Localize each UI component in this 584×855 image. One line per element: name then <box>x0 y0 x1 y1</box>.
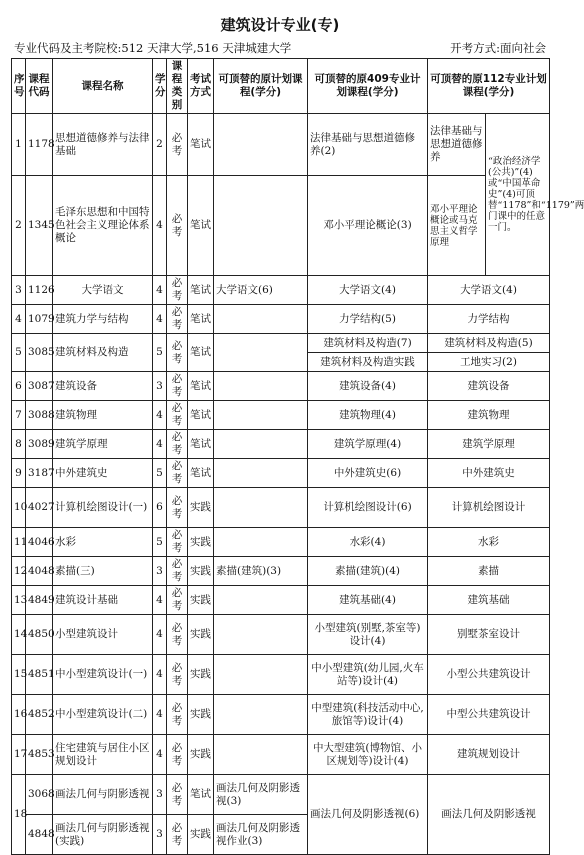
table-row <box>12 735 550 775</box>
cell-credit: 3 <box>153 557 167 586</box>
cell-code: 3088 <box>26 401 53 430</box>
cell-credit: 4 <box>153 305 167 334</box>
cell-exam: 笔试 <box>188 372 214 401</box>
cell-credit: 4 <box>153 615 167 655</box>
cell-type: 必考 <box>167 775 188 815</box>
table-row <box>12 459 550 488</box>
cell-name: 建筑力学与结构 <box>53 305 153 334</box>
cell-no: 13 <box>12 586 26 615</box>
header-orig: 可顶替的原计划课程(学分) <box>214 59 308 114</box>
cell-exam: 笔试 <box>188 401 214 430</box>
cell-name: 建筑设计基础 <box>53 586 153 615</box>
cell-no: 16 <box>12 695 26 735</box>
cell-409: 邓小平理论概论(3) <box>308 176 428 276</box>
cell-type: 必考 <box>167 615 188 655</box>
header-type: 课程类别 <box>167 59 188 114</box>
cell-type: 必考 <box>167 528 188 557</box>
cell-name: 中小型建筑设计(二) <box>53 695 153 735</box>
header-name: 课程名称 <box>53 59 153 114</box>
cell-credit: 3 <box>153 372 167 401</box>
cell-code: 4851 <box>26 655 53 695</box>
cell-112: 中外建筑史 <box>428 459 550 488</box>
cell-name: 素描(三) <box>53 557 153 586</box>
cell-exam: 笔试 <box>188 114 214 176</box>
cell-credit: 4 <box>153 655 167 695</box>
cell-code: 1345 <box>26 176 53 276</box>
cell-no: 5 <box>12 334 26 372</box>
cell-no: 6 <box>12 372 26 401</box>
cell-credit: 3 <box>153 815 167 855</box>
exam-mode-info: 开考方式:面向社会 <box>450 41 546 55</box>
cell-112: 中型公共建筑设计 <box>428 695 550 735</box>
cell-exam: 笔试 <box>188 459 214 488</box>
cell-code: 4850 <box>26 615 53 655</box>
cell-no: 12 <box>12 557 26 586</box>
cell-credit: 6 <box>153 488 167 528</box>
cell-orig <box>214 528 308 557</box>
cell-name: 建筑材料及构造 <box>53 334 153 372</box>
cell-no: 11 <box>12 528 26 557</box>
cell-409: 建筑物理(4) <box>308 401 428 430</box>
cell-409: 建筑学原理(4) <box>308 430 428 459</box>
cell-orig <box>214 334 308 372</box>
cell-type: 必考 <box>167 488 188 528</box>
cell-orig <box>214 305 308 334</box>
cell-credit: 4 <box>153 176 167 276</box>
table-row <box>12 372 550 401</box>
cell-409: 中小型建筑(幼儿园,火车站等)设计(4) <box>308 655 428 695</box>
cell-type: 必考 <box>167 401 188 430</box>
cell-409-a: 建筑材料及构造(7) <box>308 334 428 353</box>
cell-exam: 实践 <box>188 488 214 528</box>
course-table <box>11 58 584 855</box>
table-row <box>12 276 550 305</box>
cell-name: 思想道德修养与法律基础 <box>53 114 153 176</box>
cell-credit: 5 <box>153 528 167 557</box>
cell-code: 4853 <box>26 735 53 775</box>
cell-credit: 4 <box>153 430 167 459</box>
table-row <box>12 430 550 459</box>
cell-no: 4 <box>12 305 26 334</box>
cell-no: 17 <box>12 735 26 775</box>
cell-no: 9 <box>12 459 26 488</box>
cell-112-a: 建筑材料及构造(5) <box>428 334 550 353</box>
cell-type: 必考 <box>167 586 188 615</box>
cell-409: 水彩(4) <box>308 528 428 557</box>
cell-name: 毛泽东思想和中国特色社会主义理论体系概论 <box>53 176 153 276</box>
cell-credit: 3 <box>153 775 167 815</box>
cell-name: 中外建筑史 <box>53 459 153 488</box>
cell-code: 3068 <box>26 775 53 815</box>
table-row <box>12 488 550 528</box>
cell-no: 3 <box>12 276 26 305</box>
cell-112: 大学语文(4) <box>428 276 550 305</box>
cell-no: 15 <box>12 655 26 695</box>
cell-code: 4027 <box>26 488 53 528</box>
cell-code: 3187 <box>26 459 53 488</box>
cell-code: 4849 <box>26 586 53 615</box>
cell-name: 画法几何与阴影透视(实践) <box>53 815 153 855</box>
cell-112: 别墅茶室设计 <box>428 615 550 655</box>
cell-no: 10 <box>12 488 26 528</box>
header-row <box>12 59 550 114</box>
table-row <box>12 775 550 815</box>
cell-orig <box>214 735 308 775</box>
table-row <box>12 528 550 557</box>
cell-112: 力学结构 <box>428 305 550 334</box>
cell-type: 必考 <box>167 695 188 735</box>
cell-409: 小型建筑(别墅,茶室等)设计(4) <box>308 615 428 655</box>
cell-112-note: “政治经济学(公共)”(4)或“中国革命史”(4)可顶替“1178”和“1179”两门课中的任意一门。 <box>486 114 550 276</box>
cell-code: 1178 <box>26 114 53 176</box>
cell-orig <box>214 615 308 655</box>
cell-code: 3089 <box>26 430 53 459</box>
cell-name: 小型建筑设计 <box>53 615 153 655</box>
cell-112: 建筑规划设计 <box>428 735 550 775</box>
cell-type: 必考 <box>167 735 188 775</box>
cell-no: 1 <box>12 114 26 176</box>
cell-exam: 笔试 <box>188 276 214 305</box>
cell-code: 4848 <box>26 815 53 855</box>
cell-name: 建筑物理 <box>53 401 153 430</box>
major-code-info: 专业代码及主考院校:512 天津大学,516 天津城建大学 <box>14 41 292 55</box>
table-row <box>12 334 550 353</box>
cell-type: 必考 <box>167 114 188 176</box>
page-title: 建筑设计专业(专) <box>220 16 340 34</box>
header-112: 可顶替的原112专业计划课程(学分) <box>428 59 550 114</box>
cell-409: 力学结构(5) <box>308 305 428 334</box>
cell-code: 4852 <box>26 695 53 735</box>
cell-exam: 笔试 <box>188 430 214 459</box>
cell-credit: 5 <box>153 334 167 372</box>
meta-line <box>0 40 560 58</box>
cell-type: 必考 <box>167 430 188 459</box>
cell-409: 建筑基础(4) <box>308 586 428 615</box>
cell-409: 素描(建筑)(4) <box>308 557 428 586</box>
cell-112-a: 法律基础与思想道德修养 <box>428 114 486 176</box>
table-row <box>12 655 550 695</box>
cell-409: 法律基础与思想道德修养(2) <box>308 114 428 176</box>
cell-exam: 笔试 <box>188 305 214 334</box>
cell-exam: 实践 <box>188 557 214 586</box>
header-code: 课程代码 <box>26 59 53 114</box>
cell-name: 中小型建筑设计(一) <box>53 655 153 695</box>
cell-orig <box>214 430 308 459</box>
cell-409-b: 建筑材料及构造实践 <box>308 353 428 372</box>
cell-orig <box>214 114 308 176</box>
cell-exam: 笔试 <box>188 176 214 276</box>
cell-exam: 实践 <box>188 655 214 695</box>
table-row <box>12 114 550 176</box>
cell-orig <box>214 372 308 401</box>
cell-112: 建筑设备 <box>428 372 550 401</box>
cell-name: 计算机绘图设计(一) <box>53 488 153 528</box>
cell-orig <box>214 655 308 695</box>
header-no: 序号 <box>12 59 26 114</box>
cell-112: 素描 <box>428 557 550 586</box>
cell-no: 18 <box>12 775 26 855</box>
cell-name: 画法几何与阴影透视 <box>53 775 153 815</box>
cell-112: 建筑学原理 <box>428 430 550 459</box>
cell-code: 4048 <box>26 557 53 586</box>
cell-orig <box>214 459 308 488</box>
cell-orig <box>214 176 308 276</box>
cell-type: 必考 <box>167 557 188 586</box>
cell-112: 计算机绘图设计 <box>428 488 550 528</box>
cell-112: 画法几何及阴影透视 <box>428 775 550 855</box>
table-row <box>12 305 550 334</box>
cell-exam: 实践 <box>188 695 214 735</box>
cell-name: 建筑设备 <box>53 372 153 401</box>
cell-orig <box>214 586 308 615</box>
cell-credit: 4 <box>153 695 167 735</box>
cell-code: 3087 <box>26 372 53 401</box>
cell-code: 1126 <box>26 276 53 305</box>
cell-orig: 画法几何及阴影透视(3) <box>214 775 308 815</box>
cell-409: 中大型建筑(博物馆、小区规划等)设计(4) <box>308 735 428 775</box>
cell-exam: 实践 <box>188 615 214 655</box>
cell-exam: 笔试 <box>188 775 214 815</box>
cell-name: 大学语文 <box>53 276 153 305</box>
cell-credit: 2 <box>153 114 167 176</box>
cell-112: 建筑基础 <box>428 586 550 615</box>
cell-type: 必考 <box>167 372 188 401</box>
cell-orig <box>214 695 308 735</box>
cell-no: 8 <box>12 430 26 459</box>
header-credit: 学分 <box>153 59 167 114</box>
cell-exam: 笔试 <box>188 334 214 372</box>
cell-credit: 4 <box>153 401 167 430</box>
cell-orig: 画法几何及阴影透视作业(3) <box>214 815 308 855</box>
cell-no: 14 <box>12 615 26 655</box>
cell-exam: 实践 <box>188 586 214 615</box>
cell-409: 中外建筑史(6) <box>308 459 428 488</box>
cell-code: 4046 <box>26 528 53 557</box>
cell-name: 建筑学原理 <box>53 430 153 459</box>
cell-409: 建筑设备(4) <box>308 372 428 401</box>
cell-orig: 素描(建筑)(3) <box>214 557 308 586</box>
table-row <box>12 695 550 735</box>
cell-code: 3085 <box>26 334 53 372</box>
header-409: 可顶替的原409专业计划课程(学分) <box>308 59 428 114</box>
cell-code: 1079 <box>26 305 53 334</box>
cell-credit: 4 <box>153 586 167 615</box>
cell-orig <box>214 401 308 430</box>
cell-orig <box>214 488 308 528</box>
cell-no: 7 <box>12 401 26 430</box>
cell-no: 2 <box>12 176 26 276</box>
cell-credit: 4 <box>153 276 167 305</box>
cell-112: 水彩 <box>428 528 550 557</box>
cell-type: 必考 <box>167 276 188 305</box>
cell-409: 画法几何及阴影透视(6) <box>308 775 428 855</box>
cell-112: 小型公共建筑设计 <box>428 655 550 695</box>
cell-type: 必考 <box>167 815 188 855</box>
cell-type: 必考 <box>167 334 188 372</box>
cell-orig: 大学语文(6) <box>214 276 308 305</box>
table-row <box>12 615 550 655</box>
cell-409: 中型建筑(科技活动中心,旅馆等)设计(4) <box>308 695 428 735</box>
cell-credit: 4 <box>153 735 167 775</box>
cell-type: 必考 <box>167 176 188 276</box>
cell-type: 必考 <box>167 305 188 334</box>
cell-credit: 5 <box>153 459 167 488</box>
table-row <box>12 401 550 430</box>
table-row <box>12 586 550 615</box>
cell-112-a: 邓小平理论概论或马克思主义哲学原理 <box>428 176 486 276</box>
cell-exam: 实践 <box>188 735 214 775</box>
cell-type: 必考 <box>167 459 188 488</box>
cell-exam: 实践 <box>188 528 214 557</box>
cell-name: 水彩 <box>53 528 153 557</box>
header-exam: 考试方式 <box>188 59 214 114</box>
cell-409: 计算机绘图设计(6) <box>308 488 428 528</box>
cell-type: 必考 <box>167 655 188 695</box>
cell-409: 大学语文(4) <box>308 276 428 305</box>
table-row <box>12 176 550 276</box>
cell-name: 住宅建筑与居住小区规划设计 <box>53 735 153 775</box>
cell-112-b: 工地实习(2) <box>428 353 550 372</box>
cell-112: 建筑物理 <box>428 401 550 430</box>
table-row <box>12 557 550 586</box>
cell-exam: 实践 <box>188 815 214 855</box>
